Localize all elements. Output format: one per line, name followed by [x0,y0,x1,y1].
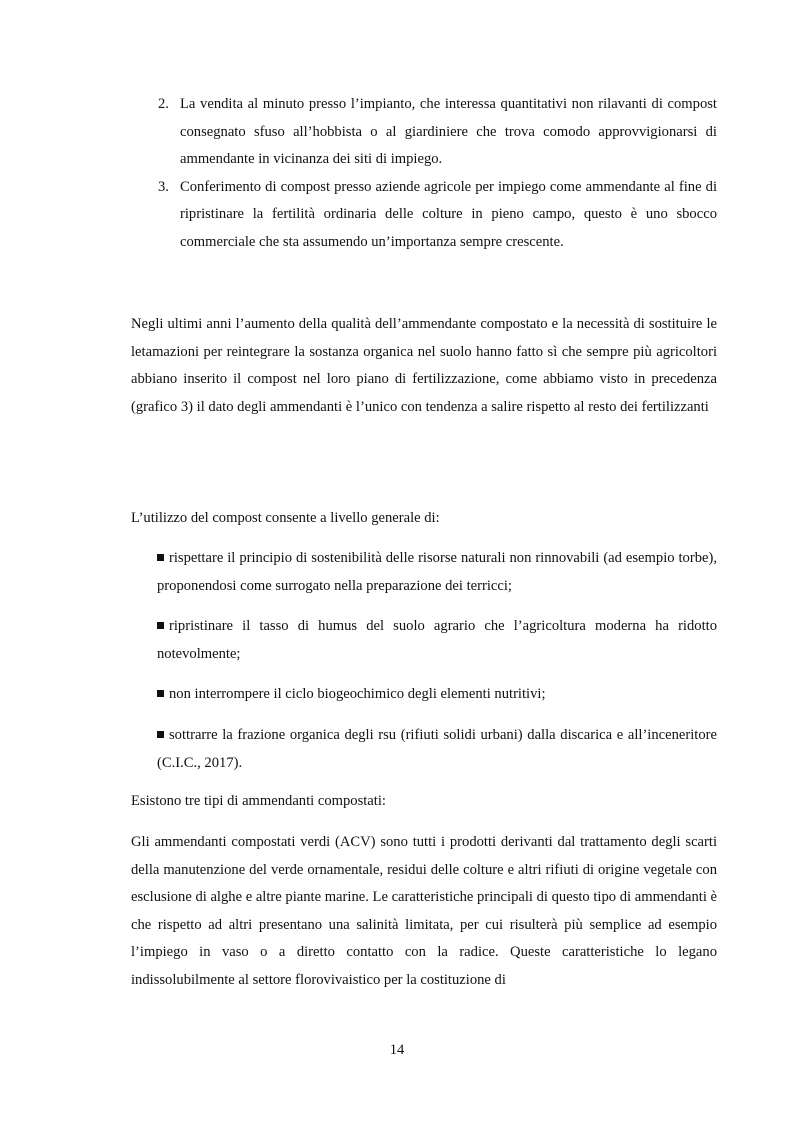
list-item [131,174,717,257]
bullet-item [157,613,717,668]
list-item-text: La vendita al minuto presso l’impianto, che interessa quantitativi non rilavanti di compost consegnato sfuso all’hobbista o al giardiniere che trova comodo approvvigionarsi di ammendante in vicinanza dei siti di impiego. [180,96,717,167]
page-number: 14 [389,1042,405,1058]
list-item-number: 2. [158,96,169,112]
bullet-text: ripristinare il tasso di humus del suolo agrario che l’agricoltura moderna ha ridotto notevolmente; [157,618,717,662]
list-item-number: 3. [158,178,169,195]
bullet-item [157,545,717,600]
bullet-square-icon [157,622,164,629]
paragraph-compost-adoption: Negli ultimi anni l’aumento della qualità dell’ammendante compostato e la necessità di sostituire le letamazioni per reintegrare la sostanza organica nel suolo hanno fatto sì che sempre più agricoltori abbiano inserito il compost nel loro piano di fertilizzazione, come abbiamo visto in precedenza (grafico 3) il dato degli ammendanti è l’unico con tendenza a salire rispetto al resto dei fertilizzanti [131,316,717,415]
bullet-item [157,722,717,777]
list-item [131,91,717,174]
bullet-text: non interrompere il ciclo biogeochimico degli elementi nutritivi; [169,686,546,702]
bullet-item [157,681,717,709]
bullet-square-icon [157,731,164,738]
list-item-text: Conferimento di compost presso aziende agricole per impiego come ammendante al fine di ripristinare la fertilità ordinaria delle colture in pieno campo, questo è uno sbocco commerciale che sta assumendo un’importanza sempre crescente. [180,178,717,250]
paragraph-acv-description: Gli ammendanti compostati verdi (ACV) sono tutti i prodotti derivanti dal trattamento degli scarti della manutenzione del verde ornamentale, residui delle colture e altri rifiuti di origine vegetale con esclusione di alghe e altre piante marine. Le caratteristiche principali di questo tipo di ammendanti è che rispetto ad altri presentano una salinità limitata, per cui risulterà più semplice ad esempio l’impiego in vaso o a diretto contatto con la radice. Queste caratteristiche lo legano indissolubilmente al settore florovivaistico per la costituzione di [131,834,717,988]
bullet-square-icon [157,690,164,697]
bullet-text: sottrarre la frazione organica degli rsu (rifiuti solidi urbani) dalla discarica e all’inceneritore (C.I.C., 2017). [157,727,717,771]
paragraph-ammendant-types-intro: Esistono tre tipi di ammendanti compostati: [131,793,386,809]
numbered-list [131,91,717,256]
bullet-text: rispettare il principio di sostenibilità delle risorse naturali non rinnovabili (ad esempio torbe), proponendosi come surrogato nella preparazione dei terricci; [157,550,717,594]
paragraph-compost-benefits-intro: L’utilizzo del compost consente a livello generale di: [131,510,440,526]
bullet-square-icon [157,554,164,561]
